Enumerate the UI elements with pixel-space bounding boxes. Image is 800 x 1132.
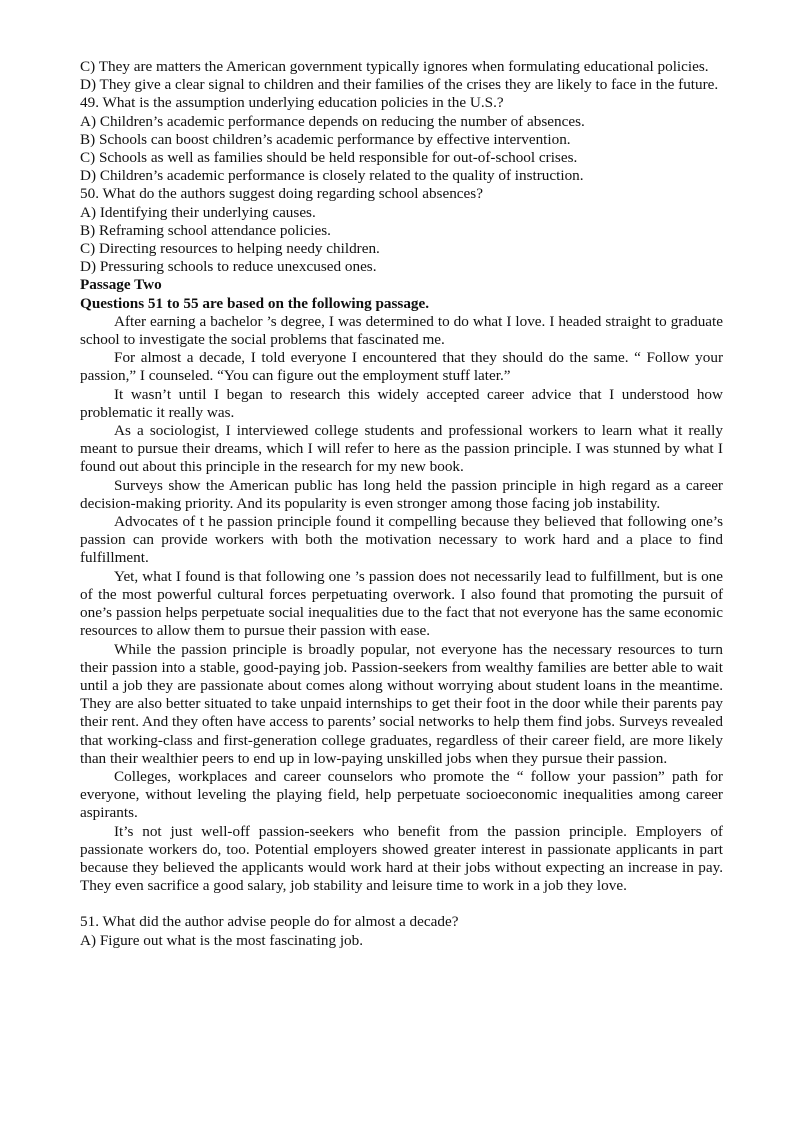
passage-paragraph-6: Advocates of t he passion principle found it compelling because they believed that following one’s passion can provide workers with both the motivation necessary to work hard and a place to find fulfillment. [80, 513, 723, 567]
passage-title: Passage Two [80, 276, 162, 294]
passage-paragraph-1: After earning a bachelor ’s degree, I was determined to do what I love. I headed straight to graduate school to investigate the social problems that fascinated me. [80, 312, 723, 349]
passage-paragraph-2: For almost a decade, I told everyone I encountered that they should do the same. “ Follow your passion,” I counseled. “You can figure out the employment stuff later.” [80, 349, 723, 385]
q50-option-c: C) Directing resources to helping needy children. [80, 240, 380, 258]
option-d-prev: D) They give a clear signal to children and their families of the crises they are likely to face in the future. [80, 76, 719, 94]
document-page [80, 58, 723, 950]
q50-option-d: D) Pressuring schools to reduce unexcused ones. [80, 258, 377, 276]
passage-paragraph-5: Surveys show the American public has long held the passion principle in high regard as a career decision-making priority. And its popularity is even stronger among those facing job instability. [80, 476, 723, 512]
q51-option-a: A) Figure out what is the most fascinating job. [80, 931, 364, 949]
passage-paragraph-8: While the passion principle is broadly popular, not everyone has the necessary resources to turn their passion into a stable, good-paying job. Passion-seekers from wealthy families are better able to wait until a job they are passionate about comes along without worrying about student loans in the meantime. They are also better situated to take unpaid internships to get their foot in the door while their parents pay their rent. And they often have access to parents’ social networks to help them find jobs. Surveys revealed that working-class and first-generation college graduates, regardless of their career field, are more likely than their wealthier peers to end up in low-paying unskilled jobs when they pursue their passion. [80, 640, 723, 767]
question-50: 50. What do the authors suggest doing regarding school absences? [80, 185, 483, 203]
question-49: 49. What is the assumption underlying education policies in the U.S.? [80, 94, 504, 112]
q50-option-b: B) Reframing school attendance policies. [80, 221, 331, 239]
passage-paragraph-9: Colleges, workplaces and career counselors who promote the “ follow your passion” path for everyone, without leveling the playing field, help perpetuate socioeconomic inequalities among career aspirants. [80, 767, 723, 822]
passage-paragraph-10: It’s not just well-off passion-seekers who benefit from the passion principle. Employers of passionate workers do, too. Potential employers showed greater interest in passionate applicants in part because they believed the applicants would work hard at their jobs without expecting an increase in pay. They even sacrifice a good salary, job stability and leisure time to work in a job they love. [80, 822, 723, 895]
q49-option-c: C) Schools as well as families should be held responsible for out-of-school crises. [80, 149, 578, 167]
spacer [80, 895, 723, 913]
q49-option-a: A) Children’s academic performance depends on reducing the number of absences. [80, 112, 585, 130]
passage-paragraph-7: Yet, what I found is that following one ’s passion does not necessarily lead to fulfillment, but is one of the most powerful cultural forces perpetuating overwork. I also found that promoting the pursuit of one’s passion helps perpetuate social inequalities due to the fact that not everyone has the same economic resources to allow them to pursue their passion with ease. [80, 567, 723, 640]
q49-option-d: D) Children’s academic performance is closely related to the quality of instruction. [80, 167, 584, 185]
passage-paragraph-4: As a sociologist, I interviewed college students and professional workers to learn what it really meant to pursue their dreams, which I will refer to here as the passion principle. I was stunned by what I found out about this principle in the research for my new book. [80, 422, 723, 476]
question-51: 51. What did the author advise people do for almost a decade? [80, 913, 459, 931]
passage-paragraph-3: It wasn’t until I began to research this widely accepted career advice that I understood how problematic it really was. [80, 385, 723, 421]
q50-option-a: A) Identifying their underlying causes. [80, 203, 316, 221]
option-c-prev: C) They are matters the American government typically ignores when formulating educational policies. [80, 58, 709, 75]
q49-option-b: B) Schools can boost children’s academic performance by effective intervention. [80, 130, 571, 148]
passage-instruction: Questions 51 to 55 are based on the following passage. [80, 294, 430, 312]
